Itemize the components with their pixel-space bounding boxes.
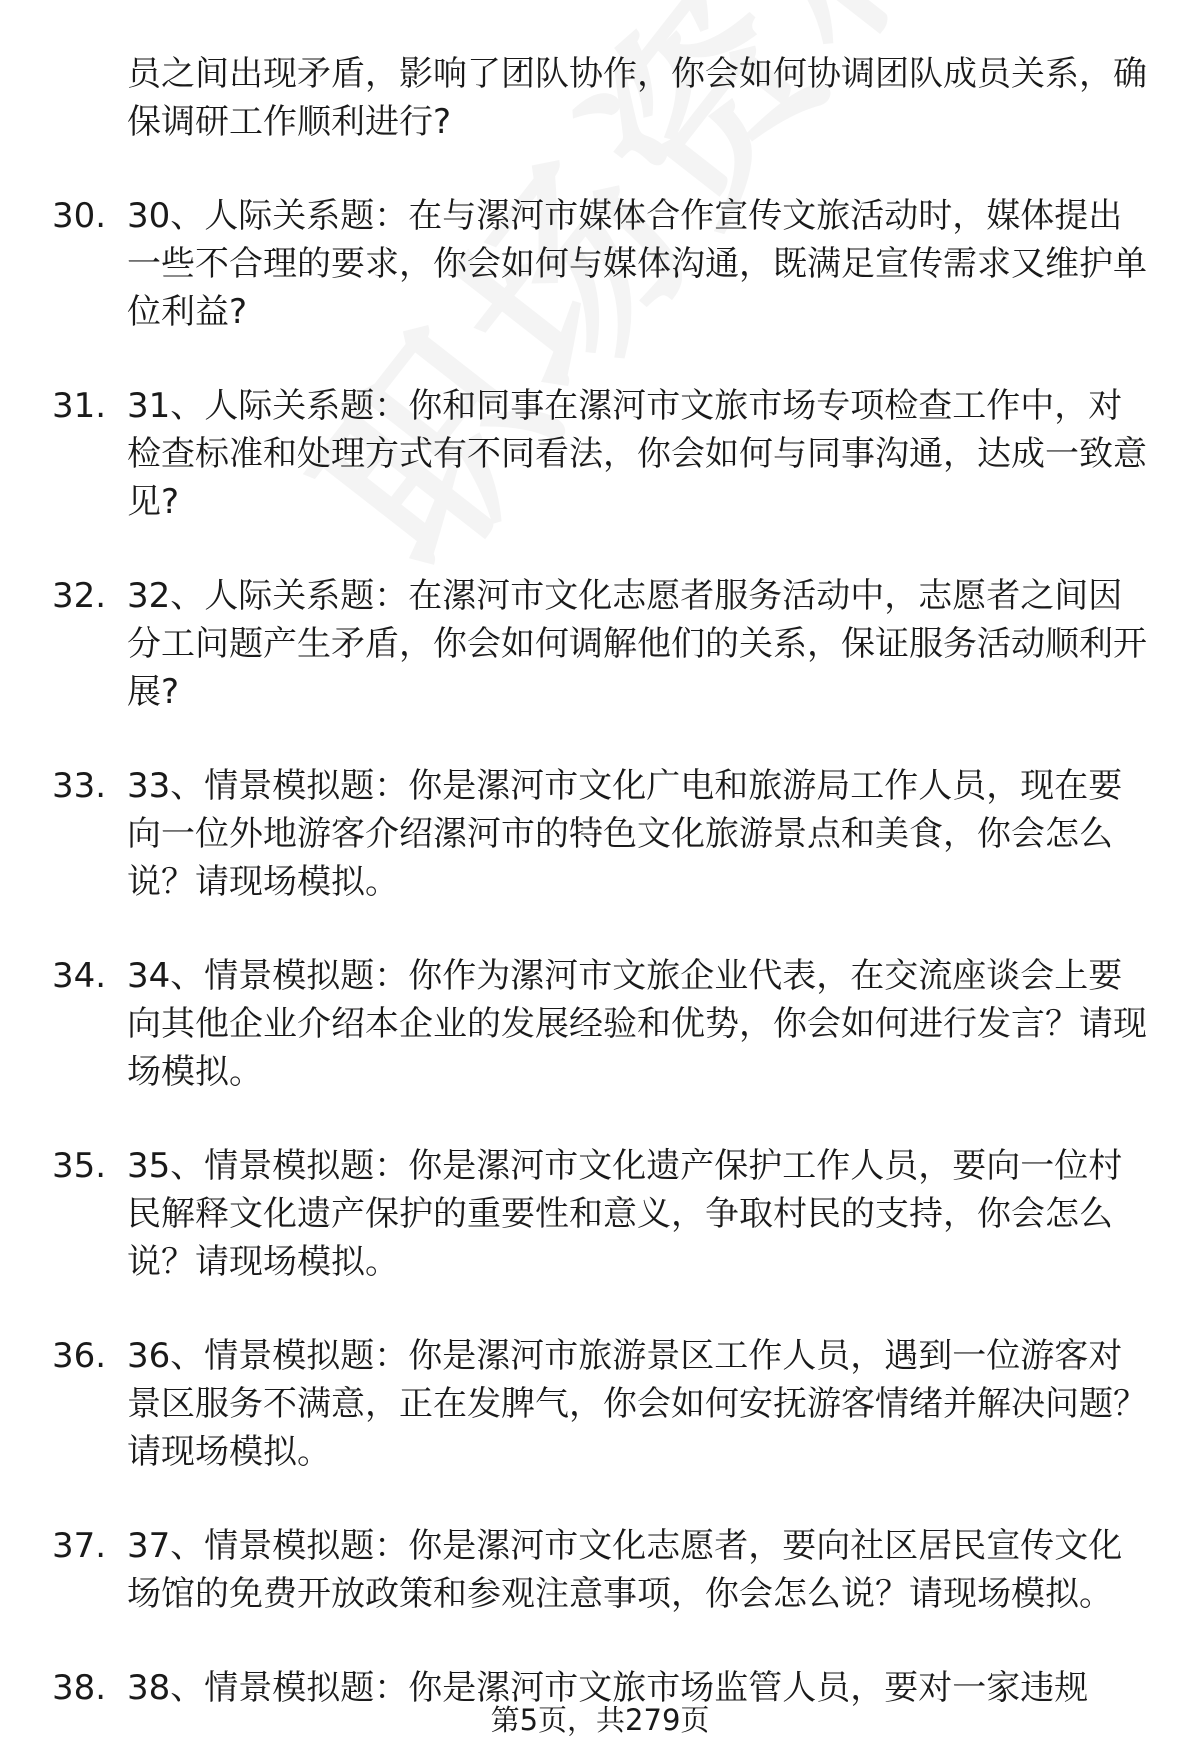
item-number: 32. bbox=[52, 576, 107, 616]
item-text: 30、人际关系题：在与漯河市媒体合作宣传文旅活动时，媒体提出一些不合理的要求，你会如何与媒体沟通，既满足宣传需求又维护单位利益? bbox=[127, 196, 1147, 332]
page-number: 第5页，共279页 bbox=[490, 1703, 710, 1737]
item-text: 36、情景模拟题：你是漯河市旅游景区工作人员，遇到一位游客对景区服务不满意，正在发脾气，你会如何安抚游客情绪并解决问题？请现场模拟。 bbox=[127, 1336, 1147, 1472]
item-number: 38. bbox=[52, 1668, 107, 1708]
list-item bbox=[0, 572, 1200, 716]
item-text: 38、情景模拟题：你是漯河市文旅市场监管人员，要对一家违规 bbox=[127, 1668, 1089, 1708]
list-item bbox=[0, 1142, 1200, 1286]
list-item bbox=[0, 192, 1200, 336]
continued-paragraph: 员之间出现矛盾，影响了团队协作，你会如何协调团队成员关系，确保调研工作顺利进行? bbox=[127, 54, 1147, 142]
list-item bbox=[0, 1522, 1200, 1618]
item-number: 30. bbox=[52, 196, 107, 236]
item-text: 31、人际关系题：你和同事在漯河市文旅市场专项检查工作中，对检查标准和处理方式有不同看法，你会如何与同事沟通，达成一致意见? bbox=[127, 386, 1147, 522]
document-body bbox=[0, 50, 1200, 1712]
item-number: 37. bbox=[52, 1526, 107, 1566]
list-item bbox=[0, 382, 1200, 526]
item-number: 36. bbox=[52, 1336, 107, 1376]
item-number: 31. bbox=[52, 386, 107, 426]
item-text: 32、人际关系题：在漯河市文化志愿者服务活动中，志愿者之间因分工问题产生矛盾，你会如何调解他们的关系，保证服务活动顺利开展? bbox=[127, 576, 1147, 712]
list-item bbox=[0, 1332, 1200, 1476]
item-number: 34. bbox=[52, 956, 107, 996]
list-item bbox=[0, 762, 1200, 906]
item-text: 34、情景模拟题：你作为漯河市文旅企业代表，在交流座谈会上要向其他企业介绍本企业的发展经验和优势，你会如何进行发言？请现场模拟。 bbox=[127, 956, 1147, 1092]
item-number: 35. bbox=[52, 1146, 107, 1186]
item-text: 35、情景模拟题：你是漯河市文化遗产保护工作人员，要向一位村民解释文化遗产保护的重要性和意义，争取村民的支持，你会怎么说？请现场模拟。 bbox=[127, 1146, 1123, 1282]
list-item bbox=[0, 952, 1200, 1096]
item-number: 33. bbox=[52, 766, 107, 806]
item-text: 33、情景模拟题：你是漯河市文化广电和旅游局工作人员，现在要向一位外地游客介绍漯河市的特色文化旅游景点和美食，你会怎么说？请现场模拟。 bbox=[127, 766, 1123, 902]
item-text: 37、情景模拟题：你是漯河市文化志愿者，要向社区居民宣传文化场馆的免费开放政策和参观注意事项，你会怎么说？请现场模拟。 bbox=[127, 1526, 1123, 1614]
